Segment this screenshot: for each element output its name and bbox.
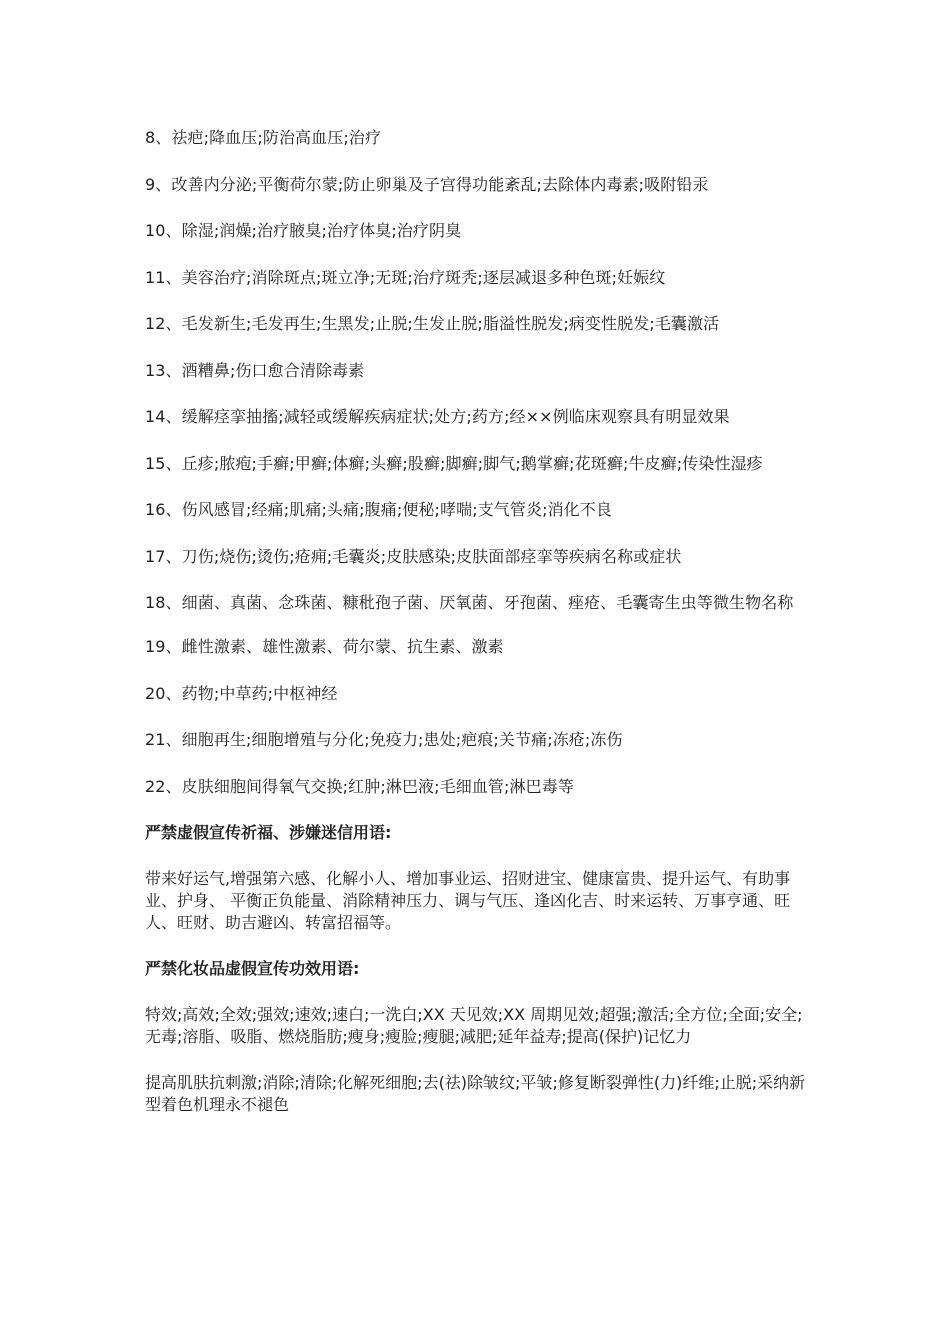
list-item: 11、美容治疗;消除斑点;斑立净;无斑;治疗斑秃;逐层减退多种色斑;妊娠纹 <box>145 267 666 287</box>
section-heading-superstition: 严禁虚假宣传祈福、涉嫌迷信用语: <box>145 823 392 842</box>
list-item: 15、丘疹;脓疱;手癣;甲癣;体癣;头癣;股癣;脚癣;脚气;鹅掌癣;花斑癣;牛皮癣;传染性湿疹 <box>145 453 763 473</box>
list-item: 13、酒糟鼻;伤口愈合清除毒素 <box>145 360 365 380</box>
superstition-terms-paragraph: 带来好运气,增强第六感、化解小人、增加事业运、招财进宝、健康富贵、提升运气、有助事业、护身、 平衡正负能量、消除精神压力、调与气压、逢凶化吉、时来运转、万事亨通、旺人、旺财、助吉避凶、转富招福等。 <box>145 869 791 932</box>
list-item: 18、细菌、真菌、念珠菌、糠秕孢子菌、厌氧菌、牙孢菌、痤疮、毛囊寄生虫等微生物名称 <box>145 593 794 612</box>
list-item: 16、伤风感冒;经痛;肌痛;头痛;腹痛;便秘;哮喘;支气管炎;消化不良 <box>145 500 612 519</box>
list-item: 8、祛疤;降血压;防治高血压;治疗 <box>145 128 382 147</box>
list-item: 14、缓解痉挛抽搐;减轻或缓解疾病症状;处方;药方;经××例临床观察具有明显效果 <box>145 407 730 426</box>
section-heading-cosmetics: 严禁化妆品虚假宣传功效用语: <box>145 959 360 978</box>
list-item: 17、刀伤;烧伤;烫伤;疮痈;毛囊炎;皮肤感染;皮肤面部痉挛等疾病名称或症状 <box>145 546 682 566</box>
list-item: 21、细胞再生;细胞增殖与分化;免疫力;患处;疤痕;关节痛;冻疮;冻伤 <box>145 730 623 749</box>
list-item: 9、改善内分泌;平衡荷尔蒙;防止卵巢及子宫得功能紊乱;去除体内毒素;吸附铅汞 <box>145 174 709 194</box>
list-item: 12、毛发新生;毛发再生;生黑发;止脱;生发止脱;脂溢性脱发;病变性脱发;毛囊激活 <box>145 314 720 333</box>
cosmetics-terms-paragraph-1: 特效;高效;全效;强效;速效;速白;一洗白;XX 天见效;XX 周期见效;超强;激活;全方位;全面;安全;无毒;溶脂、吸脂、燃烧脂肪;瘦身;瘦脸;瘦腿;减肥;延年益寿;提高(保护)记忆力 <box>145 1005 803 1046</box>
cosmetics-terms-paragraph-2: 提高肌肤抗刺激;消除;清除;化解死细胞;去(祛)除皱纹;平皱;修复断裂弹性(力)纤维;止脱;采纳新型着色机理永不褪色 <box>145 1073 806 1114</box>
list-item: 22、皮肤细胞间得氧气交换;红肿;淋巴液;毛细血管;淋巴毒等 <box>145 776 574 796</box>
document-page <box>145 127 815 1140</box>
list-item: 10、除湿;润燥;治疗腋臭;治疗体臭;治疗阴臭 <box>145 221 462 240</box>
list-item: 20、药物;中草药;中枢神经 <box>145 683 338 703</box>
list-item: 19、雌性激素、雄性激素、荷尔蒙、抗生素、激素 <box>145 637 504 656</box>
